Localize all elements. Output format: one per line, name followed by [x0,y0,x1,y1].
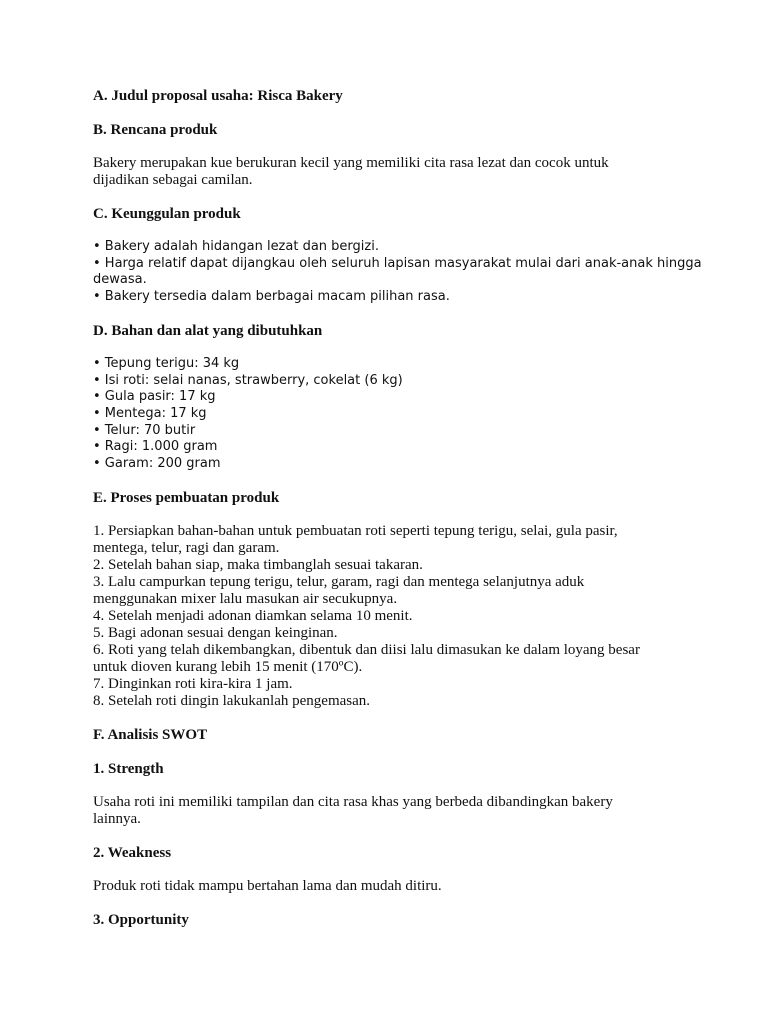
list-item: 2. Setelah bahan siap, maka timbanglah sesuai takaran. [93,556,423,573]
list-item: • Tepung terigu: 34 kg [93,355,240,371]
section-e-title: E. Proses pembuatan produk [93,489,280,506]
section-c-list [93,239,702,306]
list-item: • Bakery adalah hidangan lezat dan bergizi. [93,239,379,254]
list-item: menggunakan mixer lalu masukan air secukupnya. [93,590,398,607]
list-item: 3. Lalu campurkan tepung terigu, telur, garam, ragi dan mentega selanjutnya aduk [93,573,585,590]
list-item: • Telur: 70 butir [93,422,196,438]
section-e-steps [93,523,693,710]
list-item: 1. Persiapkan bahan-bahan untuk pembuatan roti seperti tepung terigu, selai, gula pasir, [93,522,618,539]
section-d-title: D. Bahan dan alat yang dibutuhkan [93,322,323,339]
list-item: • Ragi: 1.000 gram [93,439,218,455]
list-item: 4. Setelah menjadi adonan diamkan selama 10 menit. [93,607,413,624]
document-page [93,87,702,929]
section-f-title: F. Analisis SWOT [93,726,208,743]
weakness-title: 2. Weakness [93,844,172,861]
section-a-title: A. Judul proposal usaha: Risca Bakery [93,88,343,104]
section-b-text-line-1: Bakery merupakan kue berukuran kecil yang memiliki cita rasa lezat dan cocok untuk [93,155,609,171]
list-item: dewasa. [93,272,147,288]
list-item: 7. Dinginkan roti kira-kira 1 jam. [93,675,293,692]
list-item: • Garam: 200 gram [93,456,221,472]
list-item: • Mentega: 17 kg [93,405,207,421]
section-d-list [93,356,693,473]
list-item: • Bakery tersedia dalam berbagai macam pilihan rasa. [93,289,450,305]
section-c-title: C. Keunggulan produk [93,206,241,222]
strength-title: 1. Strength [93,760,164,777]
list-item: mentega, telur, ragi dan garam. [93,539,280,556]
list-item: untuk dioven kurang lebih 15 menit (170ºC). [93,658,363,675]
opportunity-title: 3. Opportunity [93,911,189,928]
list-item: 5. Bagi adonan sesuai dengan keinginan. [93,624,338,641]
list-item: • Gula pasir: 17 kg [93,389,216,405]
list-item: • Isi roti: selai nanas, strawberry, cokelat (6 kg) [93,372,403,388]
list-item: • Harga relatif dapat dijangkau oleh seluruh lapisan masyarakat mulai dari anak-anak hingga [93,255,702,271]
section-b-title: B. Rencana produk [93,122,218,138]
list-item: 8. Setelah roti dingin lakukanlah pengemasan. [93,692,371,709]
strength-text-line-1: Usaha roti ini memiliki tampilan dan cita rasa khas yang berbeda dibandingkan bakery [93,793,613,810]
list-item: 6. Roti yang telah dikembangkan, dibentuk dan diisi lalu dimasukan ke dalam loyang besar [93,641,640,658]
section-b-text-line-2: dijadikan sebagai camilan. [93,172,253,188]
weakness-text: Produk roti tidak mampu bertahan lama dan mudah ditiru. [93,877,442,894]
strength-text-line-2: lainnya. [93,810,141,827]
